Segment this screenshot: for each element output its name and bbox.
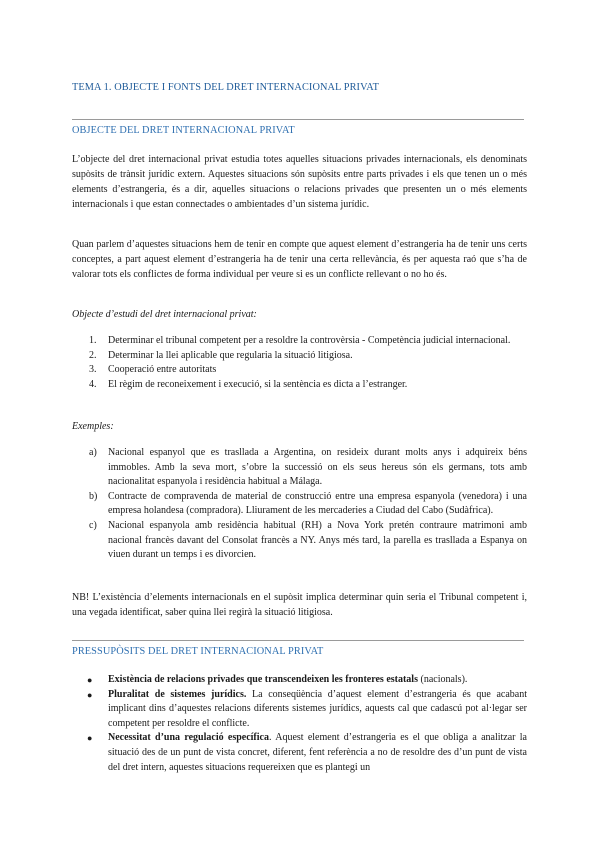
- bullet-icon: ●: [87, 675, 93, 685]
- bullet-icon: ●: [87, 733, 93, 744]
- page-title: TEMA 1. OBJECTE I FONTS DEL DRET INTERNACIONAL PRIVAT: [72, 82, 380, 93]
- list-item-bold: Necessitat d’una regulació específica: [108, 732, 269, 744]
- list-marker: 1.: [89, 335, 97, 346]
- paragraph-intro: L’objecte del dret internacional privat estudia totes aquelles situacions privades internacionals, els denominats supòsits de trànsit jurídic extern. Aquestes situacions són supòsits entre parts privades i els que tenen un o més elements d’estrangeria, és a dir, aquelles situacions o relacions privades que presenten un o més elements internacionals i que estan connectades o ambientades d’un sistema jurídic.: [72, 154, 527, 210]
- list-item-text: Cooperació entre autoritats: [108, 364, 217, 376]
- pressuposits-list: [72, 673, 527, 775]
- objecte-list: [72, 334, 527, 392]
- list-item-bold: Existència de relacions privades que transcendeixen les fronteres estatals: [108, 674, 418, 685]
- list-marker: 2.: [89, 349, 97, 361]
- list-item-text: (nacionals).: [417, 674, 468, 685]
- paragraph-rellevancia: Quan parlem d’aquestes situacions hem de tenir en compte que aquest element d’estrangeria ha de tenir uns certs conceptes, a part aquest element d’estrangeria ha de tenir una certa rellevància, és per aquesta raó que s’ha de valorar tots els conflictes de forma individual per veure si es un conflicte rellevant o no ho és.: [72, 239, 527, 280]
- section-divider: [72, 640, 524, 641]
- bullet-icon: ●: [87, 689, 93, 700]
- list-item-text: Determinar el tribunal competent per a resoldre la controvèrsia - Competència judicial internacional.: [108, 335, 511, 346]
- exemples-label: Exemples:: [72, 421, 114, 432]
- list-item-text: Nacional espanyola amb residència habitual (RH) a Nova York pretén contraure matrimoni amb nacional francès davant del Consolat francès a NY. Anys més tard, la parella es trasllada a Espanya on viuen durant un temps i es divorcien.: [108, 519, 527, 561]
- list-marker: a): [89, 447, 97, 458]
- list-marker: b): [89, 490, 98, 502]
- list-item-bold: Pluralitat de sistemes jurídics.: [108, 688, 247, 700]
- objecte-label: Objecte d’estudi del dret internacional privat:: [72, 309, 257, 320]
- exemples-list: [72, 446, 527, 563]
- list-item: [72, 334, 527, 349]
- list-item: [72, 519, 527, 563]
- list-item-text: . Aquest element d’estrangeria es el que obliga a analitzar la situació des de un punt de vista concret, diferent, fent referència a no de resoldre des d’un punt de vista del dret intern, aquestes situacions requereixen que es plantegi un: [108, 732, 527, 773]
- list-marker: 4.: [89, 378, 97, 390]
- list-item: [72, 490, 527, 519]
- list-item: [72, 688, 527, 732]
- list-marker: 3.: [89, 364, 97, 376]
- list-item: [72, 349, 527, 364]
- section-divider: [72, 119, 524, 120]
- list-item-text: Determinar la llei aplicable que regularia la situació litigiosa.: [108, 349, 353, 361]
- list-item: [72, 363, 527, 378]
- list-item: [72, 731, 527, 775]
- section-heading-objecte: OBJECTE DEL DRET INTERNACIONAL PRIVAT: [72, 125, 295, 136]
- section-heading-pressuposits: PRESSUPÒSITS DEL DRET INTERNACIONAL PRIVAT: [72, 646, 324, 657]
- list-marker: c): [89, 519, 97, 531]
- paragraph-nb: NB! L’existència d’elements internacionals en el supòsit implica determinar quin seria el Tribunal competent i, una vegada identificat, saber quina llei regirà la situació litigiosa.: [72, 592, 527, 618]
- list-item: [72, 446, 527, 490]
- list-item-text: Contracte de compravenda de material de construcció entre una empresa espanyola (venedora) i una empresa holandesa (compradora). Lliurament de les mercaderies a Ciudad del Cabo (Sudàfrica).: [108, 490, 527, 517]
- list-item: [72, 378, 527, 393]
- list-item-text: La conseqüència d’aquest element d’estrangeria és que acabant implicant dins d’aquestes relacions diferents sistemes jurídics, aquests cal que cadascú pot al·legar ser competent per resoldre el conflicte.: [108, 688, 528, 729]
- list-item: [72, 673, 527, 688]
- list-item-text: El règim de reconeixement i execució, si la sentència es dicta a l’estranger.: [108, 378, 408, 390]
- list-item-text: Nacional espanyol que es trasllada a Argentina, on resideix durant molts anys i adquireix béns immobles. Amb la seva mort, s’obre la successió on els seus hereus són els germans, tots amb nacionalitat espanyola i residència habitual a Málaga.: [108, 447, 527, 488]
